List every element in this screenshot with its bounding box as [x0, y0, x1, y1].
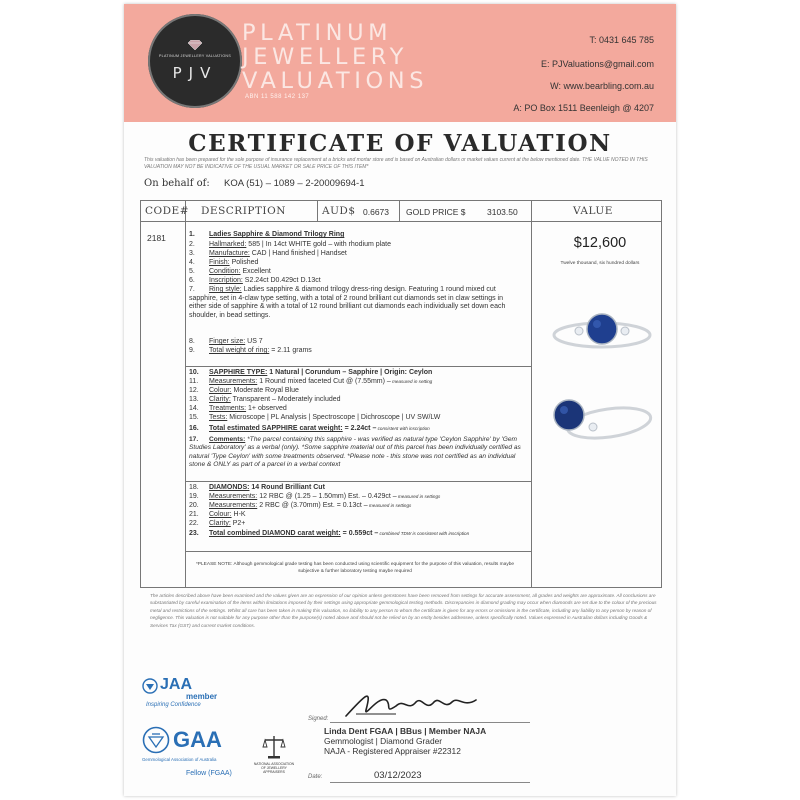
behalf-value: KOA (51) – 1089 – 2-20009694-1 [224, 178, 365, 189]
logo-letters: PJV [172, 64, 218, 82]
item-code: 2181 [147, 233, 166, 243]
item-diamond-measurements-1: 19. Measurements: 12 RBC @ (1.25 – 1.50mm) Est. – 0.429ct – measured in settings [189, 493, 441, 500]
column-divider [531, 201, 532, 587]
footer-disclaimer: The articles described above have been examined and the values given are an expression of our opinion unless gemstones have been removed from settings for accurate assessment, all grades and weights are approximate. All conclusions are substantiated by careful examination of the items within limitations imposed by their settings using appropriate gemmological testing methods. Discrepancies in diamond grading may occur when diamonds are set due to the colour of the precious metal and restrictions of the settings. Whilst all care has been taken in making this valuation, no liability to any person to whom the certificate is given for any errors or omissions in the certificate, including any liability to any person by reason of negligence. This valuation is not suitable for any purpose other than the purpose(s) noted above and should not be relied on by an entity besides addressee, unless specifically noted. Values expressed in Australian dollars including Goods & Services Tax (GST) and current market conditions. [150, 593, 657, 628]
testing-note: *PLEASE NOTE: Although gemmological grade testing has been conducted using scientific equipment for the purpose of this valuation, results maybe subjective & further laboratory testing maybe required [195, 562, 515, 574]
contact-phone: T: 0431 645 785 [589, 35, 654, 45]
column-divider [185, 201, 186, 587]
jaa-member: member [186, 692, 218, 701]
item-comments: 17. Comments: *The parcel containing this sapphire - was verified as natural type 'Ceylon Sapphire' by 'Gem Studies Laboratory' as a verbal (only). *Some sapphire material out of this parcel has been individually certified as natural 'Type Ceylon' with some treatments observed. *Please note - this stone was not certified as an individual stone & ONLY as part of a parcel in a verbal context [189, 436, 521, 469]
abn-number: ABN 11 588 142 137 [245, 94, 310, 100]
header-divider [141, 221, 661, 222]
gaa-fellow: Fellow (FGAA) [186, 770, 232, 777]
item-diamond-carat: 23. Total combined DIAMOND carat weight: = 0.559ct – combined TDW is consistent with inscription [189, 530, 470, 537]
code-header: CODE# [145, 205, 190, 217]
gold-price-value: 3103.50 [487, 207, 518, 217]
aud-value: 0.6673 [363, 207, 389, 217]
column-divider [317, 201, 318, 221]
signer-registration: NAJA - Registered Appraiser #22312 [324, 746, 461, 756]
gaa-text: GAA [173, 727, 222, 752]
item-inscription: 6. Inscription: S2.24ct D0.429ct D.13ct [189, 277, 321, 284]
ring-photo-front [549, 301, 655, 361]
contact-website: W: www.bearbling.com.au [550, 81, 654, 91]
item-sapphire-type: 10. SAPPHIRE TYPE: 1 Natural | Corundum – Sapphire | Origin: Ceylon [189, 369, 433, 376]
item-sapphire-colour: 12. Colour: Moderate Royal Blue [189, 387, 299, 394]
value-amount: $12,600 [573, 235, 627, 251]
date-line [330, 782, 530, 783]
item-diamond-measurements-2: 20. Measurements: 2 RBC @ (3.70mm) Est. = 0.13ct – measured in settings [189, 502, 412, 509]
letterhead [124, 4, 676, 122]
certificate-title: CERTIFICATE OF VALUATION [188, 130, 612, 157]
signature-line [330, 722, 530, 723]
section-divider [185, 366, 531, 367]
contact-email: E: PJValuations@gmail.com [540, 59, 654, 69]
date-label: Date: [308, 774, 323, 780]
signer-role: Gemmologist | Diamond Grader [324, 736, 443, 746]
valuation-table [140, 200, 662, 588]
gaa-emblem-icon [142, 726, 170, 754]
item-condition: 5. Condition: Excellent [189, 268, 271, 275]
valuation-date: 03/12/2023 [374, 770, 422, 781]
item-diamond-colour: 21. Colour: H-K [189, 511, 246, 518]
valuation-disclaimer: This valuation has been prepared for the sole purpose of insurance replacement at a bricks and mortar store and is based on Australian dollars or market values current at the below mentioned date. THE VALUE NOTED IN THIS VALUATION MAY NOT BE INDICATIVE OF THE USUAL MARKET OR SALE PRICE OF THIS ITEM* [144, 157, 648, 170]
item-manufacture: 3. Manufacture: CAD | Hand finished | Handset [189, 250, 347, 257]
diamond-logo-icon [188, 40, 202, 50]
signer-name: Linda Dent FGAA | BBus | Member NAJA [324, 726, 487, 736]
naja-text: NATIONAL ASSOCIATION OF JEWELLERY APPRAISERS [253, 762, 295, 774]
item-finger-size: 8. Finger size: US 7 [189, 338, 263, 345]
ring-photo-angle [549, 387, 655, 451]
signer-block [324, 726, 486, 756]
value-words: Twelve thousand, six hundred dollars [560, 261, 640, 266]
item-tests: 15. Tests: Microscope | PL Analysis | Spectroscope | Dichroscope | UV SW/LW [189, 414, 441, 421]
item-sapphire-measurements: 11. Measurements: 1 Round mixed faceted Cut @ (7.55mm) – measured in setting [189, 378, 433, 385]
section-divider [185, 551, 531, 552]
value-header: VALUE [573, 205, 613, 217]
item-hallmark: 2. Hallmarked: 585 | In 14ct WHITE gold – with rhodium plate [189, 241, 391, 248]
item-finish: 4. Finish: Polished [189, 259, 259, 266]
item-sapphire-carat: 16. Total estimated SAPPHIRE carat weight: = 2.24ct – consistent with inscription [189, 425, 430, 432]
description-header: DESCRIPTION [201, 205, 286, 217]
jaa-tagline: Inspiring Confidence [146, 702, 201, 708]
handwritten-signature [336, 684, 486, 724]
jaa-text: JAA [160, 676, 193, 693]
gold-price-label: GOLD PRICE $ [406, 207, 466, 217]
section-divider [185, 481, 531, 482]
brand-line-1: PLATINUM [242, 20, 393, 46]
gaa-full-name: Gemmological Association of Australia [142, 757, 217, 762]
signed-label: Signed: [308, 716, 329, 722]
behalf-label: On behalf of: [144, 178, 210, 189]
item-diamond-clarity: 22. Clarity: P2+ [189, 520, 246, 527]
scales-of-justice-icon [262, 734, 286, 760]
certificate-sheet [124, 4, 676, 796]
aud-label: AUD$ [322, 205, 356, 217]
item-total-weight: 9. Total weight of ring: = 2.11 grams [189, 347, 312, 354]
item-sapphire-clarity: 13. Clarity: Transparent – Moderately included [189, 396, 341, 403]
item-ring-style: 7. Ring style: Ladies sapphire & diamond trilogy dress-ring design. Featuring 1 round mixed cut sapphire, set in 4-claw type setting, with a total of 2 round brilliant cut diamonds set in claw settings in either side of sapphire & with a total of 12 round brilliant cut diamonds each individually set down each shoulder, in bead settings. [189, 286, 506, 319]
pjv-logo [148, 14, 242, 108]
jaa-diamond-icon [142, 678, 158, 694]
brand-line-2: JEWELLERY [242, 44, 408, 70]
brand-line-3: VALUATIONS [242, 68, 429, 94]
column-divider [399, 201, 400, 221]
contact-address: A: PO Box 1511 Beenleigh @ 4207 [513, 103, 654, 113]
item-title: 1. Ladies Sapphire & Diamond Trilogy Ring [189, 231, 345, 238]
item-treatments: 14. Treatments: 1+ observed [189, 405, 287, 412]
logo-tagline: PLATINUM JEWELLERY VALUATIONS [158, 54, 232, 58]
item-diamonds: 18. DIAMONDS: 14 Round Brilliant Cut [189, 484, 325, 491]
